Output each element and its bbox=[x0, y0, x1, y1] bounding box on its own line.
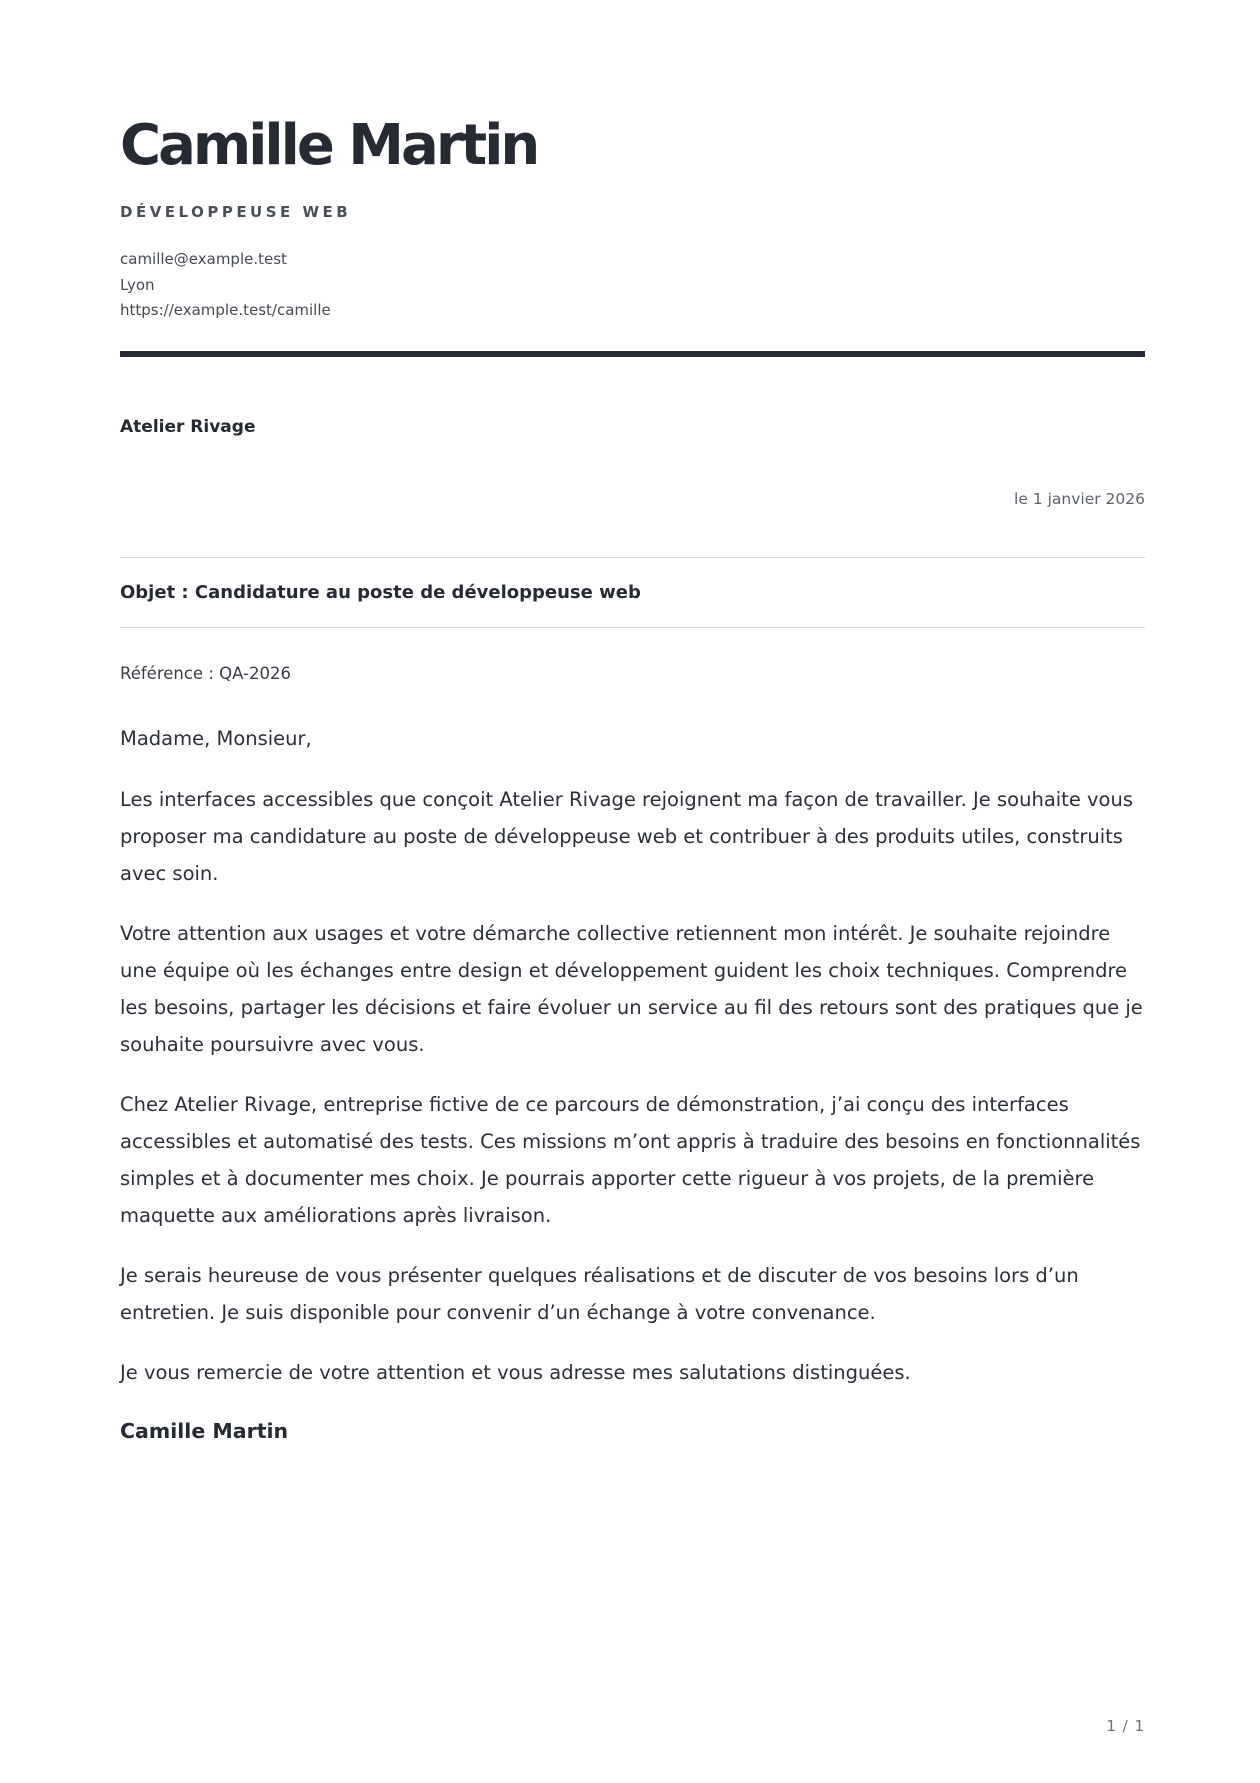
signature: Camille Martin bbox=[120, 1419, 289, 1443]
body-paragraph: Je serais heureuse de vous présenter quelques réalisations et de discuter de vos besoins lors d’un entretien. Je suis disponible pour convenir d’un échange à votre convenance. bbox=[120, 1264, 1079, 1324]
page-number: 1 / 1 bbox=[1106, 1717, 1145, 1735]
letter-page bbox=[120, 0, 1145, 1783]
letter-reference: Référence : QA-2026 bbox=[120, 664, 291, 683]
contact-website: https://example.test/camille bbox=[120, 301, 331, 319]
letter-subject: Objet : Candidature au poste de développeuse web bbox=[120, 582, 641, 603]
subject-divider-bottom bbox=[120, 627, 1145, 628]
contact-email: camille@example.test bbox=[120, 250, 287, 268]
body-paragraph: Votre attention aux usages et votre démarche collective retiennent mon intérêt. Je souhaite rejoindre une équipe où les échanges entre design et développement guident les choix techniques. Comprendre les besoins, partager les décisions et faire évoluer un service au fil des retours sont des pratiques que je souhaite poursuivre avec vous. bbox=[120, 922, 1143, 1056]
contact-block bbox=[120, 247, 331, 324]
sender-role: DÉVELOPPEUSE WEB bbox=[120, 203, 352, 221]
sender-name: Camille Martin bbox=[120, 113, 538, 178]
contact-city: Lyon bbox=[120, 275, 155, 294]
header-divider bbox=[120, 351, 1145, 357]
body-paragraph: Les interfaces accessibles que conçoit Atelier Rivage rejoignent ma façon de travailler. Je souhaite vous proposer ma candidature au poste de développeuse web et contribuer à des produits utiles, construits avec soin. bbox=[120, 788, 1134, 885]
letter-greeting: Madame, Monsieur, bbox=[120, 727, 312, 750]
closing-paragraph: Je vous remercie de votre attention et vous adresse mes salutations distinguées. bbox=[120, 1361, 911, 1384]
letter-date: le 1 janvier 2026 bbox=[1014, 490, 1145, 508]
subject-divider-top bbox=[120, 557, 1145, 558]
recipient-company: Atelier Rivage bbox=[120, 417, 256, 437]
body-paragraph: Chez Atelier Rivage, entreprise fictive de ce parcours de démonstration, j’ai conçu des interfaces accessibles et automatisé des tests. Ces missions m’ont appris à traduire des besoins en fonctionnalités simples et à documenter mes choix. Je pourrais apporter cette rigueur à vos projets, de la première maquette aux améliorations après livraison. bbox=[120, 1093, 1141, 1227]
letter-body bbox=[120, 781, 1145, 1446]
